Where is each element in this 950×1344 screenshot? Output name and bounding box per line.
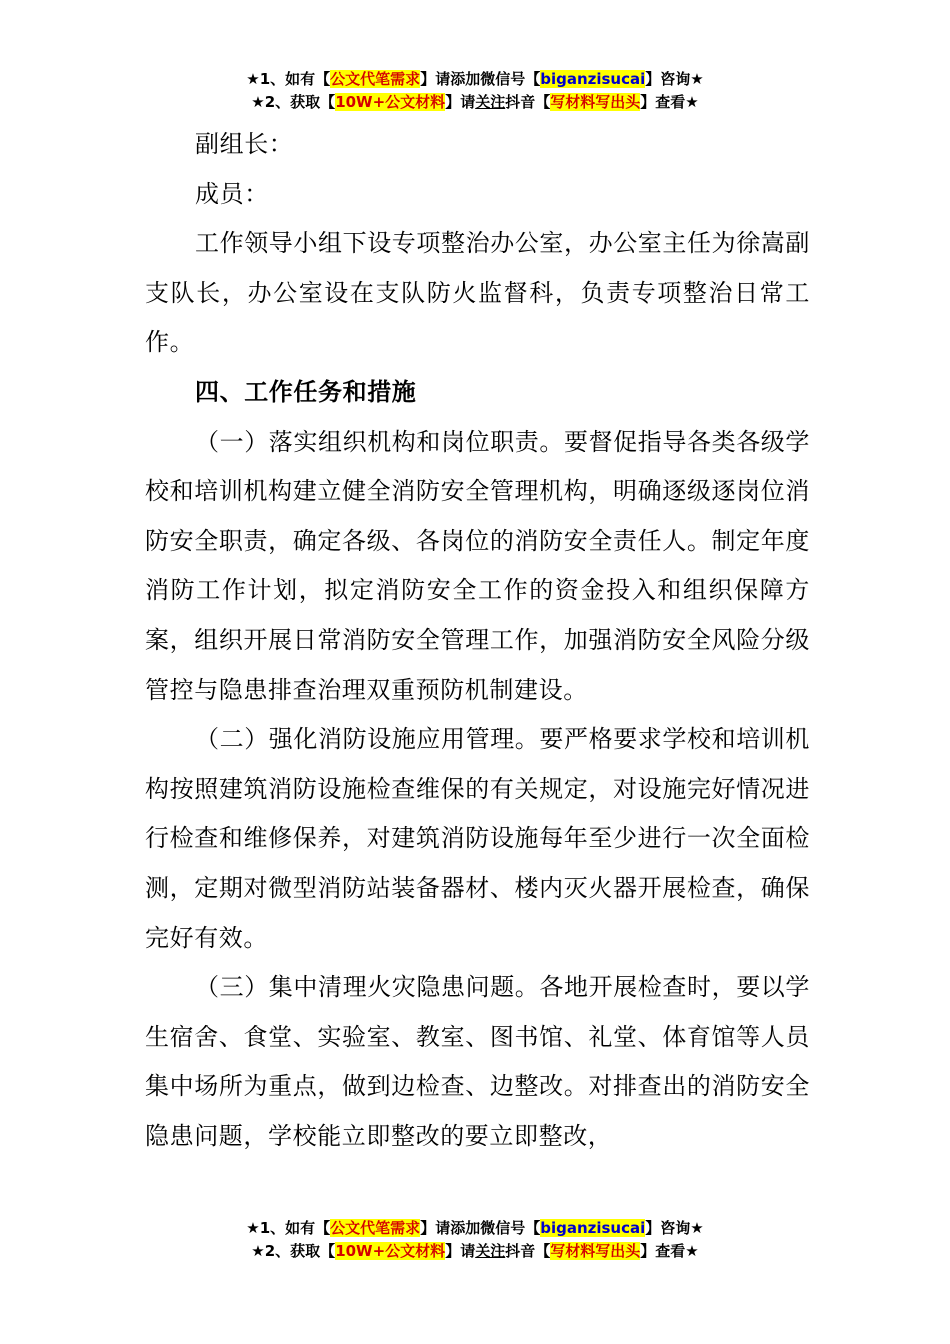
promo-highlight: 10W+公文材料 — [335, 1242, 446, 1260]
douyin-account: 写材料写出头 — [550, 93, 641, 111]
promo-highlight: 10W+公文材料 — [335, 93, 446, 111]
promo-line-2: ★2、获取【10W+公文材料】请关注抖音【写材料写出头】查看★ — [251, 93, 699, 111]
deputy-leader-line: 副组长： — [195, 130, 294, 158]
douyin-account: 写材料写出头 — [550, 1242, 641, 1260]
task-item-2: （二）强化消防设施应用管理。要严格要求学校和培训机构按照建筑消防设施检查维保的有关规定，对设施完好情况进行检查和维修保养，对建筑消防设施每年至少进行一次全面检测，定期对微型消防站装备器材、楼内灭火器开展检查，确保完好有效。 — [145, 725, 810, 952]
promo-highlight: 公文代笔需求 — [330, 70, 421, 88]
wechat-id: biganzisucai — [540, 1219, 646, 1237]
top-promo-banner — [0, 68, 950, 114]
promo-line-1: ★1、如有【公文代笔需求】请添加微信号【biganzisucai】咨询★ — [246, 70, 704, 88]
promo-line-2: ★2、获取【10W+公文材料】请关注抖音【写材料写出头】查看★ — [251, 1242, 699, 1260]
office-paragraph: 工作领导小组下设专项整治办公室，办公室主任为徐嵩副支队长，办公室设在支队防火监督科，负责专项整治日常工作。 — [145, 229, 810, 357]
promo-highlight: 公文代笔需求 — [330, 1219, 421, 1237]
task-item-1: （一）落实组织机构和岗位职责。要督促指导各类各级学校和培训机构建立健全消防安全管理机构，明确逐级逐岗位消防安全职责，确定各级、各岗位的消防安全责任人。制定年度消防工作计划，拟定消防安全工作的资金投入和组织保障方案，组织开展日常消防安全管理工作，加强消防安全风险分级管控与隐患排查治理双重预防机制建设。 — [145, 427, 810, 704]
promo-line-1: ★1、如有【公文代笔需求】请添加微信号【biganzisucai】咨询★ — [246, 1219, 704, 1237]
wechat-id: biganzisucai — [540, 70, 646, 88]
document-body — [145, 120, 810, 1161]
section-heading: 四、工作任务和措施 — [195, 377, 417, 406]
bottom-promo-banner — [0, 1217, 950, 1263]
members-line: 成员： — [195, 179, 269, 208]
task-item-3: （三）集中清理火灾隐患问题。各地开展检查时，要以学生宿舍、食堂、实验室、教室、图书馆、礼堂、体育馆等人员集中场所为重点，做到边检查、边整改。对排查出的消防安全隐患问题，学校能立即整改的要立即整改， — [145, 973, 810, 1150]
